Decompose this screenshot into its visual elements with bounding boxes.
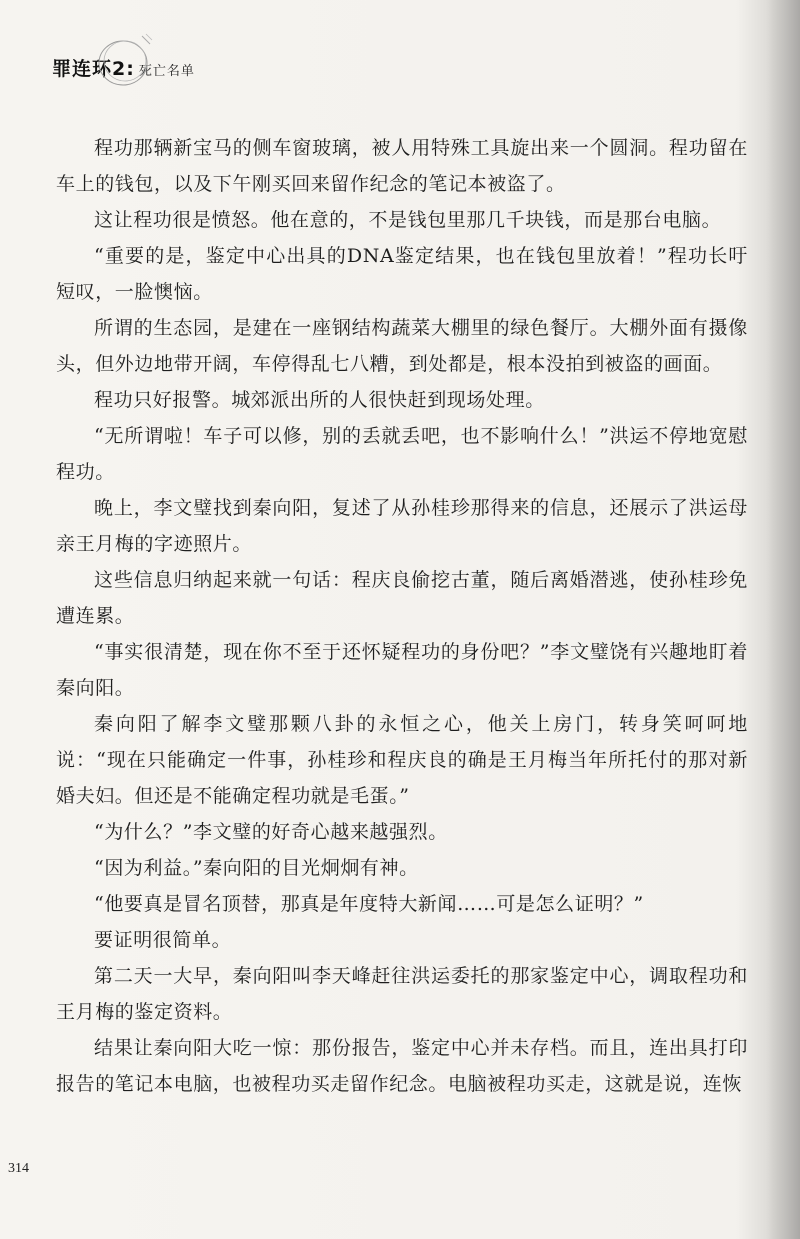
book-subtitle: 死亡名单 — [138, 64, 195, 79]
page-number: 314 — [8, 1161, 29, 1176]
paragraph: 结果让秦向阳大吃一惊：那份报告，鉴定中心并未存档。而且，连出具打印报告的笔记本电脑，也被程功买走留作纪念。电脑被程功买走，这就是说，连恢 — [56, 1037, 748, 1095]
paragraph: 要证明很简单。 — [94, 929, 232, 951]
title-ornament-icon — [92, 32, 154, 90]
paragraph: “事实很清楚，现在你不至于还怀疑程功的身份吧？”李文璧饶有兴趣地盯着秦向阳。 — [56, 641, 748, 699]
paragraph: “无所谓啦！车子可以修，别的丢就丢吧，也不影响什么！”洪运不停地宽慰程功。 — [56, 425, 748, 483]
paragraph: 晚上，李文璧找到秦向阳，复述了从孙桂珍那得来的信息，还展示了洪运母亲王月梅的字迹照片。 — [56, 497, 748, 555]
paragraph: “重要的是，鉴定中心出具的DNA鉴定结果，也在钱包里放着！”程功长吁短叹，一脸懊恼。 — [56, 245, 748, 303]
paragraph: 这让程功很是愤怒。他在意的，不是钱包里那几千块钱，而是那台电脑。 — [94, 209, 722, 231]
spine-shadow — [766, 0, 800, 1239]
paragraph: 所谓的生态园，是建在一座钢结构蔬菜大棚里的绿色餐厅。大棚外面有摄像头，但外边地带开阔，车停得乱七八糟，到处都是，根本没拍到被盗的画面。 — [56, 317, 748, 375]
paragraph: 程功只好报警。城郊派出所的人很快赶到现场处理。 — [94, 389, 545, 411]
paragraph: “因为利益。”秦向阳的目光炯炯有神。 — [94, 857, 419, 879]
series-title-text: 罪连环2: — [52, 58, 135, 80]
paragraph: 程功那辆新宝马的侧车窗玻璃，被人用特殊工具旋出来一个圆洞。程功留在车上的钱包，以及下午刚买回来留作纪念的笔记本被盗了。 — [56, 137, 748, 195]
paragraph: “为什么？”李文璧的好奇心越来越强烈。 — [94, 821, 448, 843]
paragraph: 秦向阳了解李文璧那颗八卦的永恒之心，他关上房门，转身笑呵呵地说：“现在只能确定一件事，孙桂珍和程庆良的确是王月梅当年所托付的那对新婚夫妇。但还是不能确定程功就是毛蛋。” — [56, 713, 748, 807]
running-header — [52, 54, 195, 81]
series-title — [52, 54, 135, 81]
paragraph: 这些信息归纳起来就一句话：程庆良偷挖古董，随后离婚潜逃，使孙桂珍免遭连累。 — [56, 569, 748, 627]
body-text — [56, 130, 748, 1102]
paragraph: 第二天一大早，秦向阳叫李天峰赶往洪运委托的那家鉴定中心，调取程功和王月梅的鉴定资料。 — [56, 965, 748, 1023]
paragraph: “他要真是冒名顶替，那真是年度特大新闻……可是怎么证明？” — [94, 893, 644, 915]
